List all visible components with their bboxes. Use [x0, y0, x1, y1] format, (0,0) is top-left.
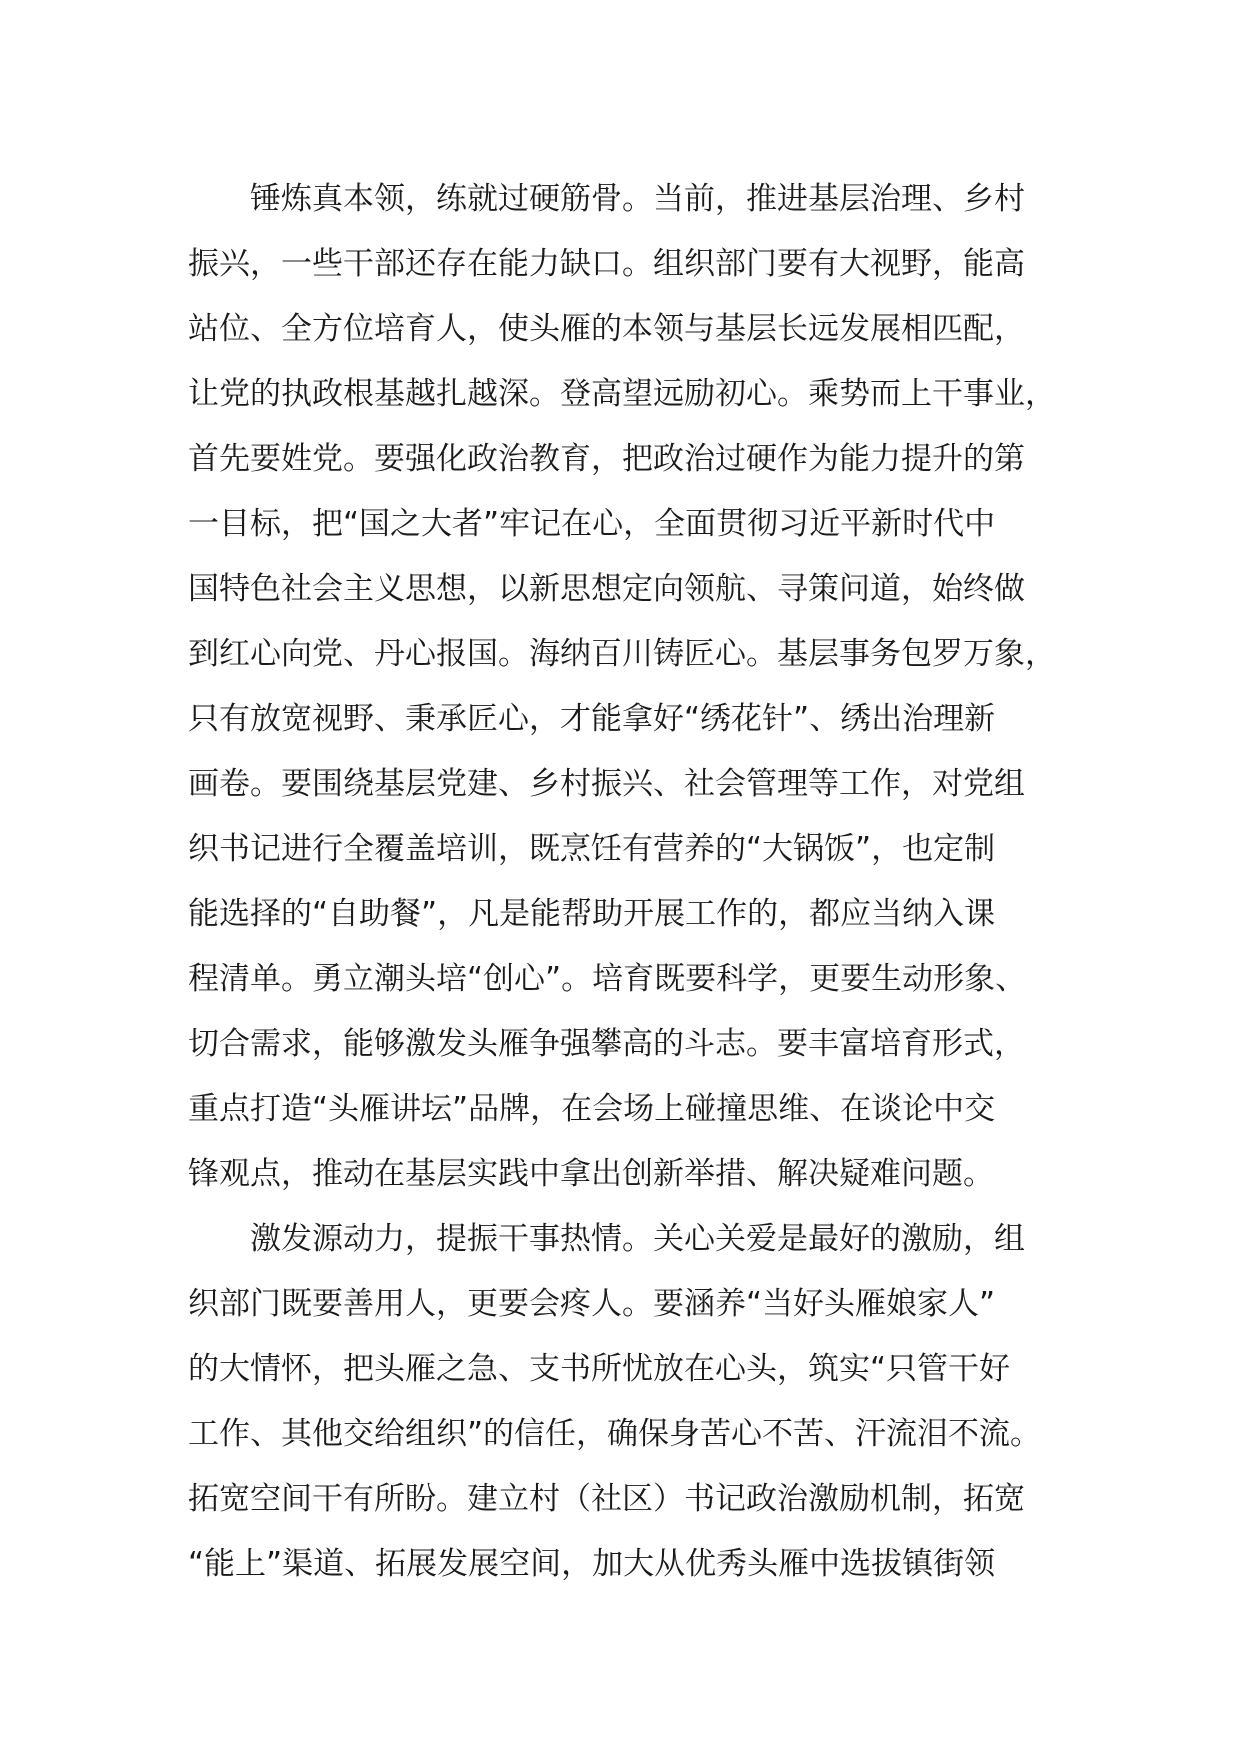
text-line: 首先要姓党。要强化政治教育，把政治过硬作为能力提升的第 [188, 441, 1025, 477]
text-line: 能选择的“自助餐”，凡是能帮助开展工作的，都应当纳入课 [188, 896, 996, 932]
text-line: 只有放宽视野、秉承匠心，才能拿好“绣花针”、绣出治理新 [188, 701, 996, 737]
text-line: “能上”渠道、拓展发展空间，加大从优秀头雁中选拔镇街领 [188, 1546, 996, 1582]
text-line: 切合需求，能够激发头雁争强攀高的斗志。要丰富培育形式， [188, 1026, 1025, 1062]
text-line: 到红心向党、丹心报国。海纳百川铸匠心。基层事务包罗万象， [188, 636, 1056, 672]
text-line: 程清单。勇立潮头培“创心”。培育既要科学，更要生动形象、 [188, 961, 1027, 997]
text-line: 织部门既要善用人，更要会疼人。要涵养“当好头雁娘家人” [188, 1286, 996, 1322]
text-line: 锤炼真本领，练就过硬筋骨。当前，推进基层治理、乡村 [250, 181, 1025, 217]
text-line: 锋观点，推动在基层实践中拿出创新举措、解决疑难问题。 [188, 1156, 994, 1192]
text-line: 重点打造“头雁讲坛”品牌，在会场上碰撞思维、在谈论中交 [188, 1091, 996, 1127]
text-line: 让党的执政根基越扎越深。登高望远励初心。乘势而上干事业， [188, 376, 1056, 412]
paragraph-2 [188, 1211, 1088, 1601]
body-text [188, 171, 1088, 1601]
text-line: 画卷。要围绕基层党建、乡村振兴、社会管理等工作，对党组 [188, 766, 1025, 802]
text-line: 一目标，把“国之大者”牢记在心，全面贯彻习近平新时代中 [188, 506, 996, 542]
paragraph-1 [188, 171, 1088, 1211]
text-line: 站位、全方位培育人，使头雁的本领与基层长远发展相匹配， [188, 311, 1025, 347]
text-line: 振兴，一些干部还存在能力缺口。组织部门要有大视野，能高 [188, 246, 1025, 282]
text-line: 工作、其他交给组织”的信任，确保身苦心不苦、汗流泪不流。 [188, 1416, 1042, 1452]
text-line: 织书记进行全覆盖培训，既烹饪有营养的“大锅饭”，也定制 [188, 831, 996, 867]
text-line: 国特色社会主义思想，以新思想定向领航、寻策问道，始终做 [188, 571, 1025, 607]
text-line: 拓宽空间干有所盼。建立村（社区）书记政治激励机制，拓宽 [188, 1481, 1025, 1517]
text-line: 的大情怀，把头雁之急、支书所忧放在心头，筑实“只管干好 [188, 1351, 1011, 1387]
text-line: 激发源动力，提振干事热情。关心关爱是最好的激励，组 [250, 1221, 1025, 1257]
